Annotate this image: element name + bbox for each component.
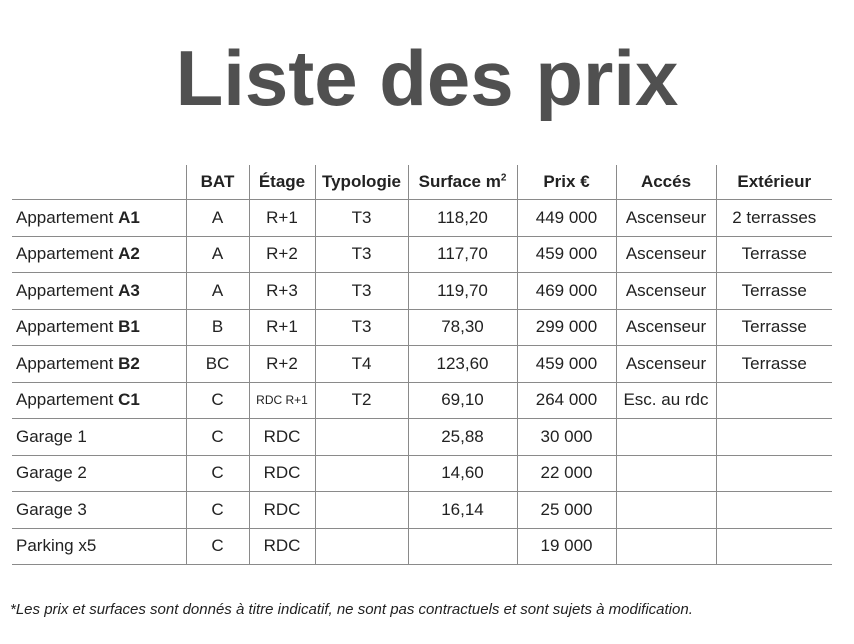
cell-etage: RDC [249,528,315,565]
cell-label-code: A3 [118,280,140,300]
cell-acces [616,419,716,456]
cell-label [12,346,186,383]
cell-acces [616,455,716,492]
cell-etage: RDC [249,455,315,492]
cell-bat: C [186,419,249,456]
cell-label-text: Appartement [16,353,119,373]
cell-label-text: Garage 2 [16,463,87,483]
cell-acces: Ascenseur [616,309,716,346]
cell-acces [616,528,716,565]
cell-exterieur: Terrasse [716,236,832,273]
cell-bat: C [186,382,249,419]
cell-label-text: Appartement [16,207,119,227]
cell-label [12,382,186,419]
header-prix: Prix € [517,165,616,200]
cell-prix: 469 000 [517,273,616,310]
cell-acces: Ascenseur [616,200,716,237]
cell-acces: Ascenseur [616,346,716,383]
cell-prix: 30 000 [517,419,616,456]
cell-acces: Ascenseur [616,236,716,273]
cell-label [12,236,186,273]
table-row [12,273,832,310]
page-title: Liste des prix [175,34,679,122]
cell-label-code: C1 [118,390,140,410]
cell-exterieur [716,382,832,419]
cell-label [12,273,186,310]
cell-label-code: A2 [118,244,140,264]
cell-label-text: Appartement [16,244,119,264]
cell-typologie [315,528,408,565]
cell-surface: 25,88 [408,419,517,456]
cell-prix: 449 000 [517,200,616,237]
cell-bat: C [186,492,249,529]
cell-label-text: Garage 3 [16,499,87,519]
cell-bat: BC [186,346,249,383]
table-row [12,419,832,456]
cell-etage: RDC [249,492,315,529]
header-exterieur: Extérieur [716,165,832,200]
cell-surface: 14,60 [408,455,517,492]
header-label-empty [12,165,186,200]
header-typologie: Typologie [315,165,408,200]
table-header-row [12,165,832,200]
cell-label-code: A1 [118,207,140,227]
cell-bat: A [186,273,249,310]
header-etage: Étage [249,165,315,200]
cell-typologie: T3 [315,309,408,346]
cell-typologie: T3 [315,273,408,310]
cell-surface: 119,70 [408,273,517,310]
cell-typologie [315,492,408,529]
header-surface [408,165,517,200]
cell-label [12,309,186,346]
cell-exterieur: Terrasse [716,346,832,383]
cell-typologie: T3 [315,200,408,237]
cell-label [12,200,186,237]
cell-typologie [315,455,408,492]
cell-exterieur [716,455,832,492]
cell-surface: 117,70 [408,236,517,273]
cell-surface: 118,20 [408,200,517,237]
cell-prix: 459 000 [517,236,616,273]
cell-prix: 264 000 [517,382,616,419]
footnote: *Les prix et surfaces sont donnés à titre indicatif, ne sont pas contractuels et sont sujets à modification. [10,601,693,618]
table-row [12,455,832,492]
cell-surface: 78,30 [408,309,517,346]
cell-etage: R+2 [249,236,315,273]
table-row [12,528,832,565]
cell-etage: R+1 [249,309,315,346]
cell-surface: 69,10 [408,382,517,419]
header-acces: Accés [616,165,716,200]
cell-exterieur [716,419,832,456]
cell-acces [616,492,716,529]
cell-bat: C [186,455,249,492]
cell-label [12,419,186,456]
cell-bat: B [186,309,249,346]
cell-label-code: B1 [118,317,140,337]
cell-label [12,528,186,565]
cell-label-text: Appartement [16,390,119,410]
header-bat: BAT [186,165,249,200]
cell-prix: 22 000 [517,455,616,492]
cell-etage: R+3 [249,273,315,310]
cell-acces: Ascenseur [616,273,716,310]
cell-typologie: T3 [315,236,408,273]
cell-surface: 123,60 [408,346,517,383]
cell-label-text: Garage 1 [16,426,87,446]
cell-surface [408,528,517,565]
table-row [12,346,832,383]
cell-label [12,492,186,529]
cell-typologie [315,419,408,456]
cell-exterieur: Terrasse [716,309,832,346]
cell-bat: A [186,200,249,237]
cell-acces: Esc. au rdc [616,382,716,419]
cell-etage: RDC [249,419,315,456]
cell-bat: C [186,528,249,565]
cell-etage: R+1 [249,200,315,237]
table-row [12,309,832,346]
price-table [12,165,832,565]
cell-prix: 459 000 [517,346,616,383]
table-row [12,200,832,237]
cell-bat: A [186,236,249,273]
cell-etage: RDC R+1 [249,382,315,419]
cell-prix: 19 000 [517,528,616,565]
cell-prix: 299 000 [517,309,616,346]
cell-label-text: Parking x5 [16,536,97,556]
cell-prix: 25 000 [517,492,616,529]
table-row [12,236,832,273]
table-row [12,382,832,419]
cell-label-text: Appartement [16,280,119,300]
cell-exterieur [716,528,832,565]
cell-label [12,455,186,492]
cell-etage: R+2 [249,346,315,383]
cell-surface: 16,14 [408,492,517,529]
header-surface-text: Surface m [418,172,501,191]
table-body [12,200,832,565]
cell-exterieur: 2 terrasses [716,200,832,237]
cell-typologie: T2 [315,382,408,419]
cell-label-code: B2 [118,353,140,373]
cell-typologie: T4 [315,346,408,383]
cell-exterieur [716,492,832,529]
cell-label-text: Appartement [16,317,119,337]
header-surface-sup: 2 [500,172,507,184]
cell-exterieur: Terrasse [716,273,832,310]
table-row [12,492,832,529]
